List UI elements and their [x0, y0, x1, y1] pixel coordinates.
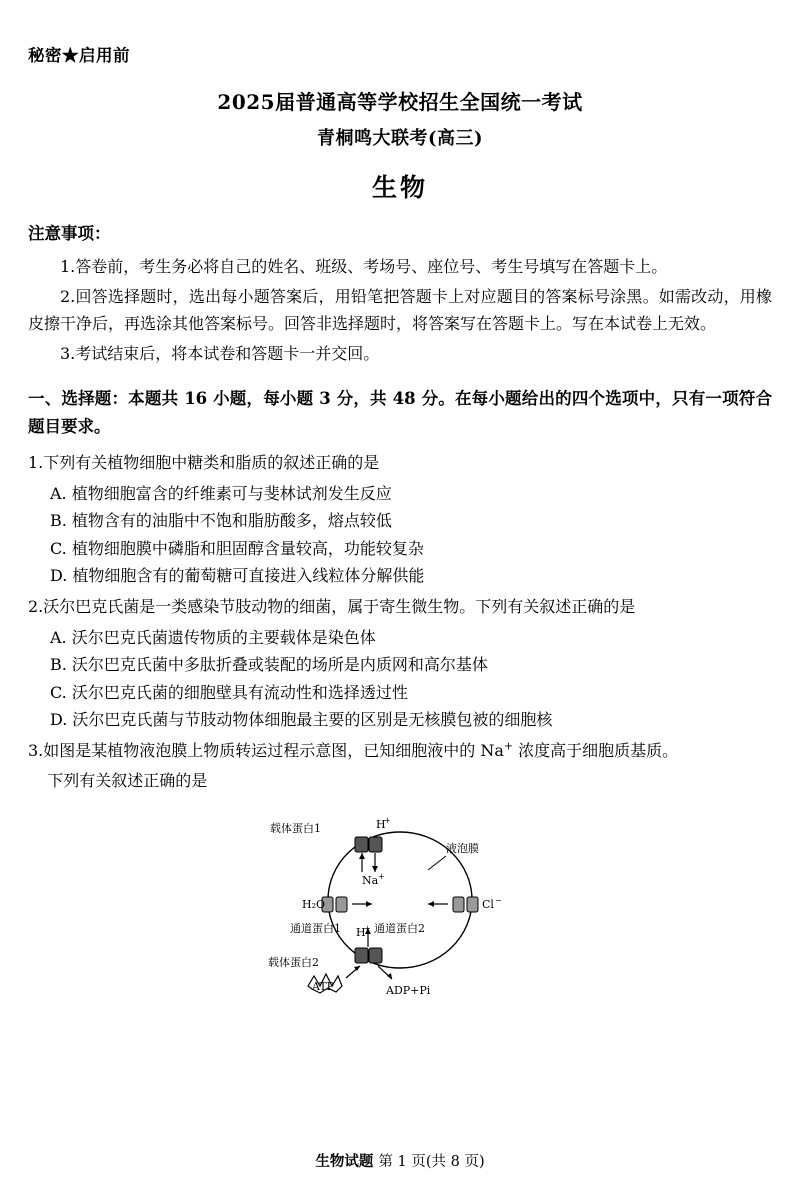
question-option: D. 植物细胞含有的葡萄糖可直接进入线粒体分解供能	[50, 566, 425, 586]
section-heading: 一、选择题：本题共 16 小题，每小题 3 分，共 48 分。在每小题给出的四个选项中，只有一项符合题目要求。	[28, 389, 772, 437]
page-content	[28, 42, 772, 1004]
question-stem	[28, 594, 772, 621]
question-option: A. 植物细胞富含的纤维素可与斐林试剂发生反应	[50, 483, 392, 503]
footer-subject: 生物试题	[315, 1153, 374, 1170]
svg-text:ADP+Pi: ADP+Pi	[386, 984, 431, 998]
svg-text:载体蛋白1: 载体蛋白1	[270, 822, 321, 836]
question-text: 沃尔巴克氏菌是一类感染节肢动物的细菌，属于寄生微生物。下列有关叙述正确的是	[43, 596, 636, 616]
notice-item: 1.答卷前，考生务必将自己的姓名、班级、考场号、座位号、考生号填写在答题卡上。	[60, 257, 668, 276]
question-stem-line2: 下列有关叙述正确的是	[47, 770, 208, 790]
question-text: 下列有关植物细胞中糖类和脂质的叙述正确的是	[43, 452, 380, 472]
svg-text:液泡膜: 液泡膜	[446, 842, 479, 856]
question-option: B. 植物含有的油脂中不饱和脂肪酸多，熔点较低	[50, 511, 392, 531]
svg-text:+: +	[384, 816, 391, 826]
svg-text:通道蛋白2: 通道蛋白2	[374, 922, 425, 936]
exam-title: 2025届普通高等学校招生全国统一考试	[217, 90, 583, 114]
question-number: 1.	[28, 452, 44, 472]
notice-item: 2.回答选择题时，选出每小题答案后，用铅笔把答题卡上对应题目的答案标号涂黑。如需改动，用橡皮擦干净后，再选涂其他答案标号。回答非选择题时，将答案写在答题卡上。写在本试卷上无效。	[28, 286, 772, 334]
svg-text:载体蛋白2: 载体蛋白2	[268, 956, 319, 970]
subject-title: 生物	[371, 173, 428, 202]
question-text-part2: 浓度高于细胞质基质。	[513, 740, 679, 760]
svg-text:H: H	[376, 818, 386, 832]
question-option: C. 沃尔巴克氏菌的细胞壁具有流动性和选择透过性	[50, 682, 408, 702]
question-1	[28, 450, 772, 590]
footer-page: 第 1 页(共 8 页)	[378, 1154, 485, 1170]
svg-text:通道蛋白1: 通道蛋白1	[290, 922, 341, 936]
title-block	[28, 86, 772, 204]
question-text-part1: 如图是某植物液泡膜上物质转运过程示意图，已知细胞液中的 Na	[43, 740, 504, 760]
question-option: A. 沃尔巴克氏菌遗传物质的主要载体是染色体	[50, 627, 376, 647]
svg-text:−: −	[495, 896, 502, 906]
vacuole-membrane-transport-diagram	[250, 800, 550, 1000]
notice-item: 3.考试结束后，将本试卷和答题卡一并交回。	[60, 343, 380, 363]
question-stem	[28, 450, 772, 477]
svg-text:+: +	[364, 924, 371, 934]
question-option: D. 沃尔巴克氏菌与节肢动物体细胞最主要的区别是无核膜包被的细胞核	[50, 710, 553, 730]
question-number: 2.	[28, 596, 44, 616]
question-stem	[28, 738, 772, 765]
question-3	[28, 738, 772, 1001]
question-number: 3.	[28, 740, 44, 760]
question-option: C. 植物细胞膜中磷脂和胆固醇含量较高，功能较复杂	[50, 538, 424, 558]
svg-text:Cl: Cl	[482, 898, 494, 912]
exam-subtitle: 青桐鸣大联考(高三)	[316, 128, 484, 149]
svg-text:H₂O: H₂O	[302, 898, 326, 912]
question-option: B. 沃尔巴克氏菌中多肽折叠或装配的场所是内质网和高尔基体	[50, 655, 488, 675]
svg-text:H: H	[356, 926, 366, 940]
question-2	[28, 594, 772, 734]
secret-label: 秘密★启用前	[28, 46, 130, 65]
svg-text:Na: Na	[362, 874, 379, 888]
page-footer	[0, 1150, 800, 1171]
svg-text:+: +	[378, 872, 385, 882]
sup-plus: +	[503, 739, 514, 753]
svg-text:ATP: ATP	[312, 980, 335, 994]
notice-heading: 注意事项：	[28, 224, 111, 243]
